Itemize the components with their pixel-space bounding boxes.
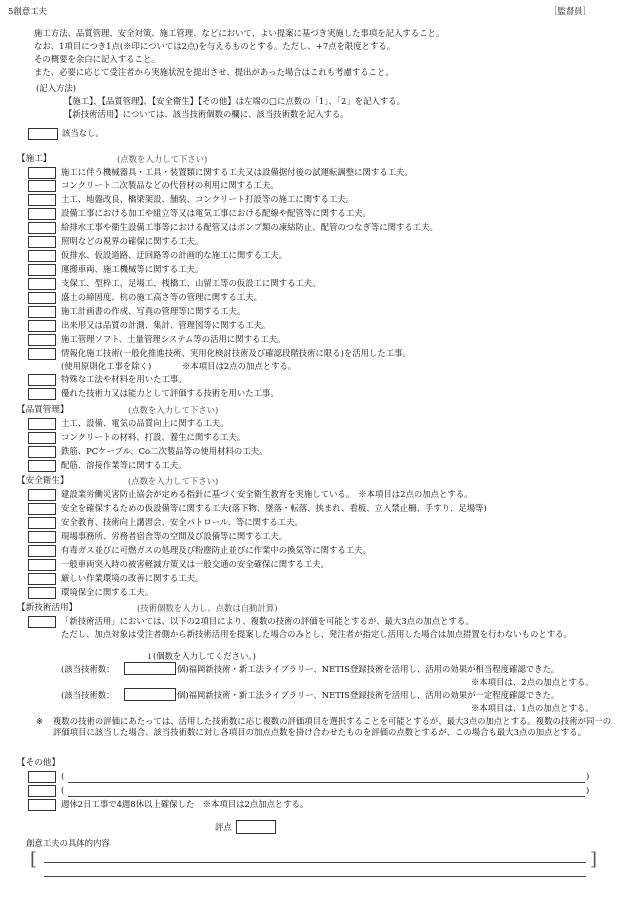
hinshitsu-score-box[interactable] [28,432,56,444]
sekou-item: 給排水工事や衛生設備工事等における配管又はポンプ類の凍結防止、配管のつなぎ等に関する工夫。 [61,222,438,232]
paren-close: ) [586,771,590,781]
sekou-score-box[interactable] [28,278,56,290]
tech-row-2-note: ※本項目は、1点の加点とする。 [471,703,594,713]
sekou-score-box[interactable] [28,374,56,386]
sekou-item: 施工管理ソフト、土量管理システム等の活用に関する工夫。 [61,334,286,344]
sonota-title: 【その他】 [17,758,60,768]
tech-row-1-note: ※本項目は、2点の加点とする。 [471,677,594,687]
sekou-score-box[interactable] [28,208,56,220]
hinshitsu-item: コンクリートの材料、打設、養生に関する工夫。 [61,432,246,442]
tech-count-label-2: (該当技術数： [61,690,115,700]
sekou-score-box[interactable] [28,334,56,346]
shingijutsu-footnote: 複数の技術の評価にあたっては、活用した技術数に応じ複数の評価項目を選択することを可能とするが、最大3点の加点とする。複数の技術が同一の評価項目に該当した場合、該当技術数に対し各項目の加点点数を掛け合わせたものを評価の点数とするが、この場合も最大3点の加点とする。 [53,716,612,737]
anzen-item: 一般車両突入時の被害軽減方策又は一般交通の安全確保に関する工夫。 [61,559,329,569]
sekou-score-box[interactable] [28,250,56,262]
anzen-score-box[interactable] [28,489,56,501]
anzen-hint: (点数を入力して下さい) [128,476,219,486]
sekou-score-box[interactable] [28,236,56,248]
sekou-item: コンクリート二次製品などの代替材の利用に関する工夫。 [61,180,279,190]
tech-count-input-2[interactable] [124,688,176,701]
sonota-item: 週休2日工事で4週8休以上確保した ※本項目は2点加点とする。 [61,799,309,809]
sekou-score-box[interactable] [28,222,56,234]
score-field[interactable] [236,820,276,834]
anzen-score-box[interactable] [28,503,56,515]
role-label: ［監督員］ [549,6,591,16]
sekou-item: 施工計画書の作成、写真の管理等に関する工夫。 [61,306,246,316]
sekou-item: 施工に伴う機械器具・工具・装置類に関する工夫又は設備据付後の試運転調整に関する工夫。 [61,167,413,177]
sekou-score-box[interactable] [28,306,56,318]
count-input-hint: ↓(個数を入力してください。) [146,651,256,661]
method-line-1: 【施工】、【品質管理】、【安全衛生】【その他】は左端の□に点数の「1」、「2」を記入する。 [64,96,405,106]
shingijutsu-hint: (技術個数を入力し、点数は自動計算) [137,603,278,613]
sonota-text-field[interactable] [68,796,585,797]
none-score-box[interactable] [28,128,58,140]
anzen-item: 環境保全に関する工夫。 [61,587,154,597]
sekou-score-box[interactable] [28,264,56,276]
bracket-close: ] [590,849,598,870]
sekou-item: 仮排水、仮設道路、迂回路等の計画的な施工に関する工夫。 [61,250,288,260]
ict-note-points: ※本項目は2点の加点とする。 [182,361,297,371]
sekou-item: 優れた技術力又は能力として評価する技術を用いた工事。 [61,388,279,398]
sekou-title: 【施工】 [17,154,52,164]
sekou-score-box[interactable] [28,320,56,332]
paren-close: ) [586,785,590,795]
detail-text-line[interactable] [44,876,586,877]
intro-line-4: また、必要に応じて受注者から実施状況を提出させ、提出があった場合はこれも考慮すること。 [34,67,394,77]
sonota-score-box[interactable] [28,799,56,811]
sonota-text-field[interactable] [68,782,585,783]
anzen-score-box[interactable] [28,545,56,557]
hinshitsu-hint: (点数を入力して下さい) [128,405,219,415]
shingijutsu-title: 【新技術活用】 [17,603,78,613]
sekou-item: 盛土の締固度、杭の施工高さ等の管理に関する工夫。 [61,292,262,302]
method-title: (記入方法) [36,83,77,93]
shingijutsu-paragraph-1: 「新技術活用」においては、以下の2項目により、複数の技術の評価を可能とするが、最大3点の加点とする。 [61,616,474,626]
anzen-score-box[interactable] [28,531,56,543]
paren-open: ( [61,785,65,795]
sekou-item: 運搬車両、施工機械等に関する工夫。 [61,264,204,274]
sonota-score-box[interactable] [28,771,56,783]
intro-line-1: 施工方法、品質管理、安全対策、施工管理、などにおいて、よい提案に基づき実施した事項を記入すること。 [34,28,445,38]
sekou-score-box[interactable] [28,292,56,304]
ict-note-exclusion: (使用原則化工事を除く) [61,361,152,371]
tech-count-label-1: (該当技術数： [61,664,115,674]
anzen-title: 【安全衛生】 [17,476,69,486]
anzen-score-box[interactable] [28,587,56,599]
sekou-item: 土工、地盤改良、橋梁架設、舗装、コンクリート打設等の施工に関する工夫。 [61,194,354,204]
paren-open: ( [61,771,65,781]
sekou-item: 特殊な工法や材料を用いた工事。 [61,374,187,384]
detail-label: 創意工夫の具体的内容 [26,838,110,848]
hinshitsu-title: 【品質管理】 [17,405,69,415]
sekou-item: 出来形又は品質の計測、集計、管理図等に関する工夫。 [61,320,271,330]
hinshitsu-item: 配筋、溶接作業等に関する工夫。 [61,460,187,470]
anzen-item: 安全教育、技術向上講習会、安全パトロール、等に関する工夫。 [61,517,303,527]
intro-line-2: なお、1項目につき1点(※印については2点)を与えるものとする。ただし、+7点を限度とする。 [34,41,396,51]
detail-text-line[interactable] [44,862,586,863]
page-title: 5創意工夫 [8,6,47,16]
bracket-open: [ [30,849,38,870]
anzen-item: 現場事務所、労務者宿舎等の空間及び設備等に関する工夫。 [61,531,288,541]
anzen-item: 安全を確保するための仮設備等に関する工夫(落下物、墜落・転落、挟まれ、看板、立入禁止柵、手すり、足場等) [61,503,487,513]
tech-row-1-text: 個)福岡新技術・新工法ライブラリー、NETIS登録技術を活用し、活用の効果が相当程度確認できた。 [177,664,560,674]
sekou-score-box[interactable] [28,167,56,179]
anzen-item: 厳しい作業環境の改善に関する工夫。 [61,573,204,583]
footnote-mark: ※ [36,716,44,726]
anzen-item: 有毒ガス並びに可燃ガスの処理及び粉塵防止並びに作業中の換気等に関する工夫。 [61,545,371,555]
hinshitsu-score-box[interactable] [28,460,56,472]
sekou-item: 照明などの視界の確保に関する工夫。 [61,236,204,246]
sekou-score-box[interactable] [28,194,56,206]
hinshitsu-item: 土工、設備、電気の品質向上に関する工夫。 [61,418,229,428]
sekou-score-box[interactable] [28,348,56,360]
sonota-score-box[interactable] [28,785,56,797]
score-label: 評点 [215,822,232,832]
tech-count-input-1[interactable] [124,662,176,675]
anzen-item: 建設業労働災害防止協会が定める指針に基づく安全衛生教育を実施している。 ※本項目は2点の加点とする。 [61,489,473,499]
hinshitsu-score-box[interactable] [28,446,56,458]
hinshitsu-item: 鉄筋、PCケーブル、Co二次製品等の使用材料の工夫。 [61,446,268,456]
shingijutsu-paragraph-2: ただし、加点対象は受注者側から新技術活用を提案した場合のみとし、発注者が指定し活用した場合は加点措置を行わないものとする。 [61,629,572,639]
sekou-item: 設備工事における加工や組立等又は電気工事における配線や配管等に関する工夫。 [61,208,371,218]
tech-row-2-text: 個)福岡新技術・新工法ライブラリー、NETIS登録技術を活用し、活用の効果が一定程度確認できた。 [177,690,560,700]
sekou-hint: (点数を入力して下さい) [117,154,208,164]
intro-line-3: その概要を余白に記入すること。 [34,54,160,64]
hinshitsu-score-box[interactable] [28,418,56,430]
sekou-item: 支保工、型枠工、足場工、桟橋工、山留工等の仮設工に関する工夫。 [61,278,321,288]
sekou-score-box[interactable] [28,180,56,192]
anzen-score-box[interactable] [28,573,56,585]
sekou-score-box[interactable] [28,388,56,400]
method-line-2: 【新技術活用】については、該当技術個数の欄に、該当技術数を記入する。 [64,109,349,119]
shingijutsu-score-box [28,616,56,628]
sekou-item: 情報化施工技術(一般化推進技術、実用化検討技術及び確認段階技術に限る)を活用した工事。 [61,348,411,358]
anzen-score-box[interactable] [28,517,56,529]
none-label: 該当なし。 [62,128,104,138]
anzen-score-box[interactable] [28,559,56,571]
